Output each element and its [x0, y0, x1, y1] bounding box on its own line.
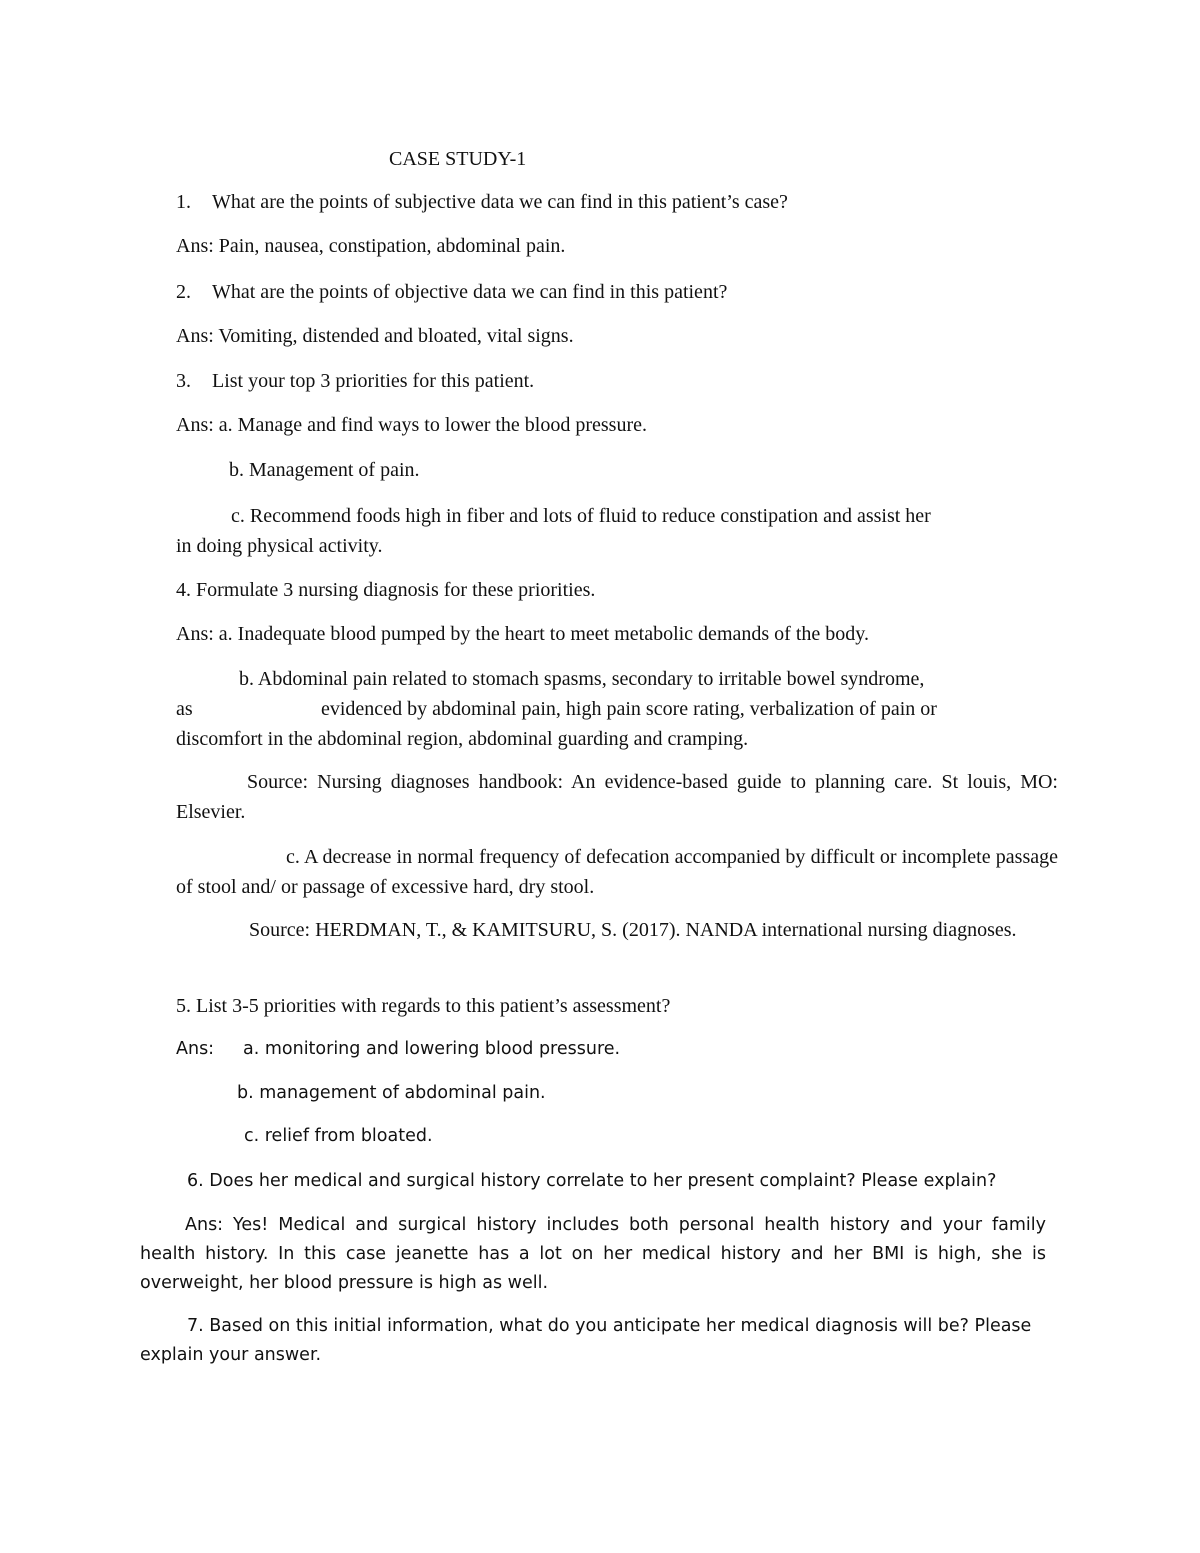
answer-5a: a. monitoring and lowering blood pressure.	[243, 1039, 621, 1059]
question-6: 6. Does her medical and surgical history correlate to her present complaint? Please explain?	[187, 1171, 997, 1191]
question-2-text: What are the points of objective data we can find in this patient?	[212, 281, 728, 303]
source-4c: Source: HERDMAN, T., & KAMITSURU, S. (2017). NANDA international nursing diagnoses.	[249, 919, 1017, 941]
answer-1: Ans: Pain, nausea, constipation, abdominal pain.	[176, 235, 566, 257]
question-3	[176, 366, 534, 396]
question-7: 7. Based on this initial information, what do you anticipate her medical diagnosis will be? Please explain your answer.	[140, 1316, 1032, 1365]
question-4: 4. Formulate 3 nursing diagnosis for these priorities.	[176, 579, 596, 601]
answer-5c: c. relief from bloated.	[244, 1126, 433, 1146]
answer-4b-line1: b. Abdominal pain related to stomach spasms, secondary to irritable bowel syndrome,	[239, 668, 925, 690]
source-4b: Source: Nursing diagnoses handbook: An evidence-based guide to planning care. St louis, MO: Elsevier.	[176, 771, 1058, 823]
answer-3c-line1: c. Recommend foods high in fiber and lots of fluid to reduce constipation and assist her	[231, 505, 931, 527]
answer-4b-line3: discomfort in the abdominal region, abdominal guarding and cramping.	[176, 728, 749, 750]
answer-4b-line2: evidenced by abdominal pain, high pain score rating, verbalization of pain or	[321, 698, 937, 720]
question-1-text: What are the points of subjective data we can find in this patient’s case?	[212, 191, 788, 213]
answer-3b: b. Management of pain.	[229, 459, 420, 481]
question-5: 5. List 3-5 priorities with regards to this patient’s assessment?	[176, 995, 671, 1017]
page-title: CASE STUDY-1	[389, 148, 527, 170]
question-3-number: 3.	[176, 370, 191, 392]
question-2-number: 2.	[176, 281, 191, 303]
answer-4c: c. A decrease in normal frequency of defecation accompanied by difficult or incomplete passage of stool and/ or passage of excessive hard, dry stool.	[176, 846, 1058, 898]
question-1	[176, 187, 788, 217]
answer-3c-line2: in doing physical activity.	[176, 535, 383, 557]
answer-6: Ans: Yes! Medical and surgical history includes both personal health history and your family health history. In this case jeanette has a lot on her medical history and her BMI is high, she is overweight, her blood pressure is high as well.	[140, 1215, 1046, 1293]
question-3-text: List your top 3 priorities for this patient.	[212, 370, 535, 392]
answer-3a: Ans: a. Manage and find ways to lower the blood pressure.	[176, 414, 647, 436]
answer-2: Ans: Vomiting, distended and bloated, vital signs.	[176, 325, 574, 347]
answer-5b: b. management of abdominal pain.	[237, 1083, 546, 1103]
question-1-number: 1.	[176, 191, 191, 213]
answer-4a: Ans: a. Inadequate blood pumped by the heart to meet metabolic demands of the body.	[176, 623, 869, 645]
question-2	[176, 277, 727, 307]
answer-4b-as: as	[176, 698, 193, 720]
answer-5-label: Ans:	[176, 1039, 215, 1059]
